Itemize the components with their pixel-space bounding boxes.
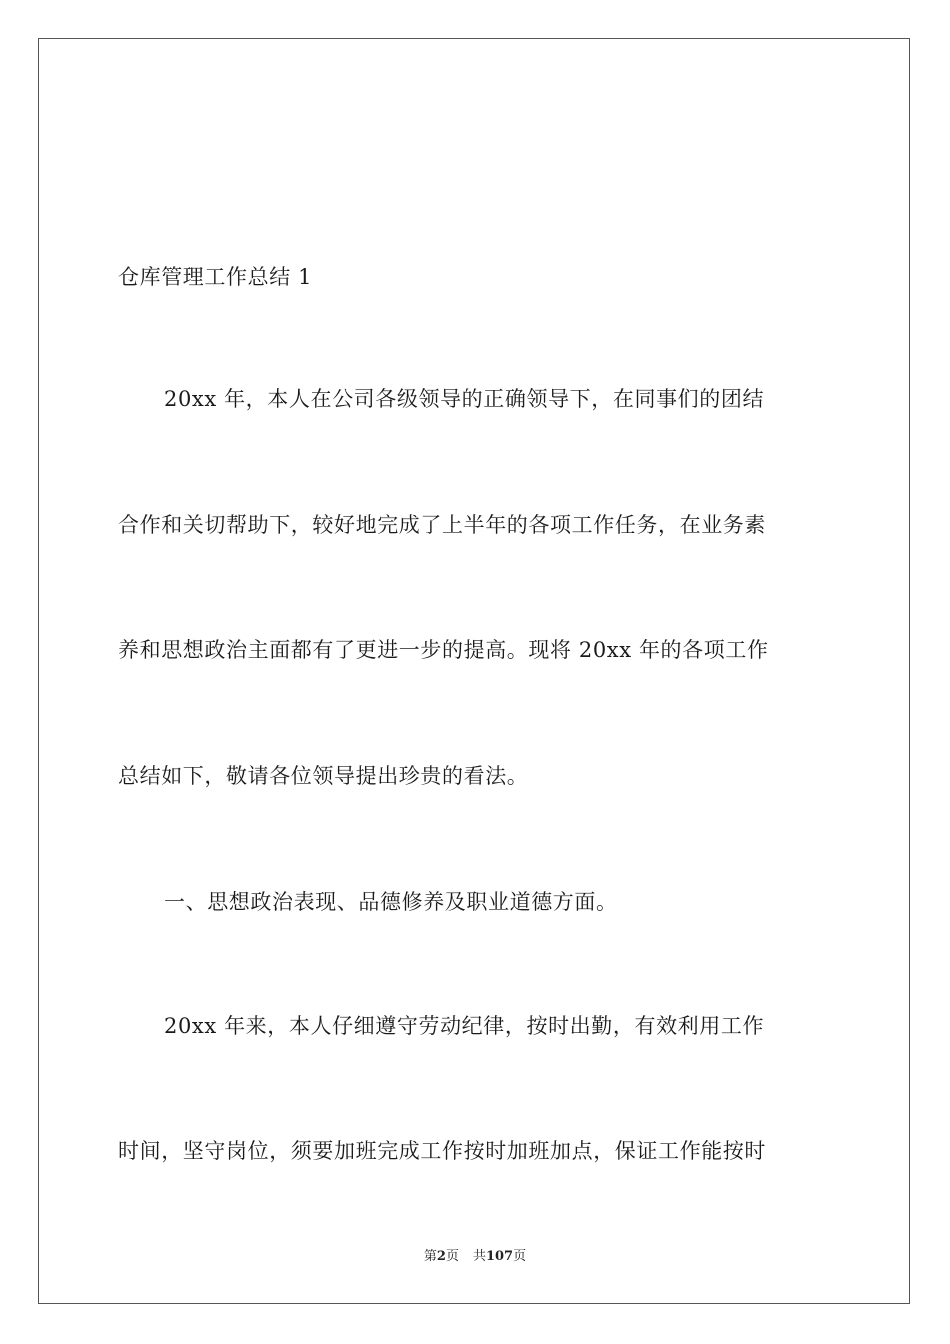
- section-heading: 一、思想政治表现、品德修养及职业道德方面。: [164, 890, 618, 914]
- total-suffix: 页: [513, 1249, 527, 1264]
- paragraph-line-2: 合作和关切帮助下，较好地完成了上半年的各项工作任务，在业务素: [118, 513, 766, 537]
- page-suffix: 页: [445, 1249, 459, 1264]
- paragraph-line-6: 时间，坚守岗位，须要加班完成工作按时加班加点，保证工作能按时: [118, 1139, 766, 1163]
- paragraph-line-5: 20xx 年来，本人仔细遵守劳动纪律，按时出勤，有效利用工作: [164, 1014, 765, 1038]
- total-pages: 107: [485, 1249, 514, 1264]
- page-prefix: 第: [423, 1249, 437, 1264]
- page-footer: [0, 1248, 950, 1266]
- paragraph-line-1: 20xx 年，本人在公司各级领导的正确领导下，在同事们的团结: [164, 387, 765, 411]
- page-number: 2: [436, 1249, 446, 1264]
- total-prefix: 共: [472, 1249, 486, 1264]
- page-border: [38, 38, 910, 1304]
- document-title: 仓库管理工作总结 1: [118, 265, 313, 289]
- paragraph-line-4: 总结如下，敬请各位领导提出珍贵的看法。: [118, 764, 529, 788]
- paragraph-line-3: 养和思想政治主面都有了更进一步的提高。现将 20xx 年的各项工作: [118, 638, 769, 662]
